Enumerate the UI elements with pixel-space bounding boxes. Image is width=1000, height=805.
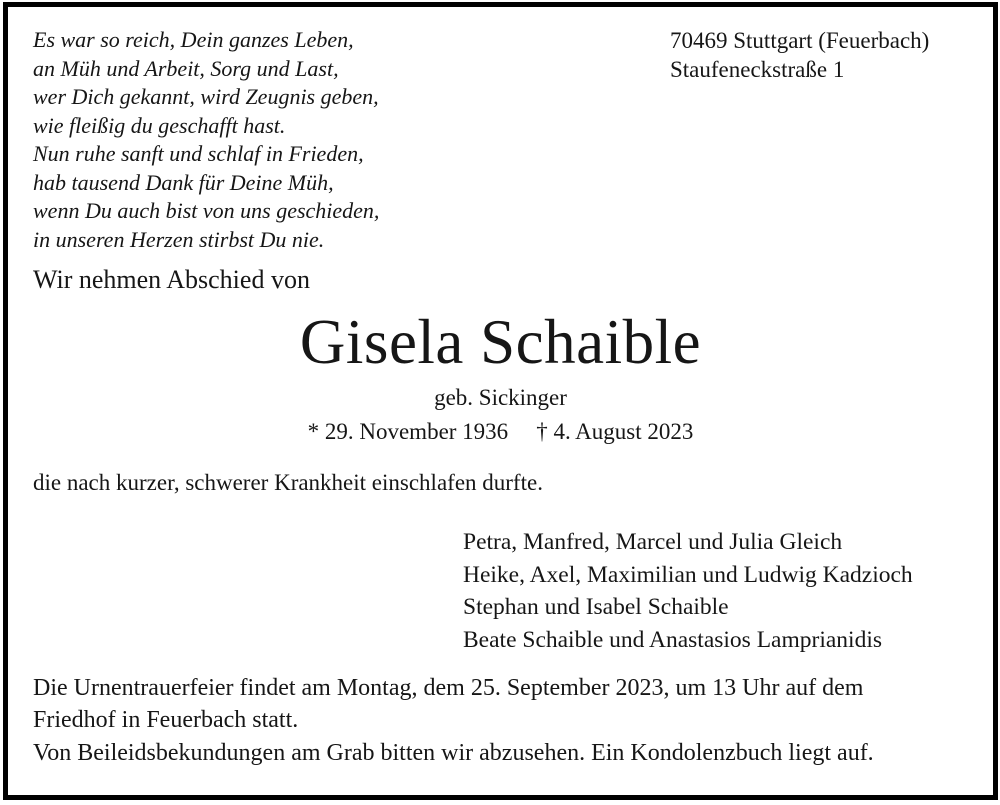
deceased-name: Gisela Schaible (299, 307, 702, 377)
poem-line: hab tausend Dank für Deine Müh, (33, 169, 334, 195)
funeral-line: Friedhof in Feuerbach statt. (33, 707, 299, 733)
poem-line: wer Dich gekannt, wird Zeugnis geben, (33, 84, 379, 109)
condolence-note: Von Beileidsbekundungen am Grab bitten wir abzusehen. Ein Kondolenzbuch liegt auf. (33, 740, 874, 766)
obituary-notice (3, 2, 998, 800)
mourner-line: Stephan und Isabel Schaible (463, 594, 729, 620)
poem-line: Nun ruhe sanft und schlaf in Frieden, (33, 141, 364, 166)
address-block (670, 26, 929, 84)
mourner-line: Beate Schaible und Anastasios Lamprianidis (463, 626, 882, 653)
address-street: Staufeneckstraße 1 (670, 57, 845, 82)
poem-line: wenn Du auch bist von uns geschieden, (33, 198, 380, 223)
birth-date: * 29. November 1936 (307, 419, 509, 444)
illness-note: die nach kurzer, schwerer Krankheit einschlafen durfte. (33, 470, 543, 495)
maiden-name: geb. Sickinger (434, 385, 567, 410)
poem-line: in unseren Herzen stirbst Du nie. (33, 226, 325, 252)
address-city: 70469 Stuttgart (Feuerbach) (670, 28, 930, 53)
poem-line: wie fleißig du geschafft hast. (33, 112, 286, 138)
mourners-list (463, 526, 913, 656)
mourner-line: Petra, Manfred, Marcel und Julia Gleich (463, 529, 843, 555)
poem-line: Es war so reich, Dein ganzes Leben, (33, 27, 354, 52)
funeral-info (33, 672, 863, 736)
poem-line: an Müh und Arbeit, Sorg und Last, (33, 55, 339, 81)
farewell-intro: Wir nehmen Abschied von (33, 265, 310, 294)
death-date: † 4. August 2023 (536, 419, 694, 444)
funeral-line: Die Urnentrauerfeier findet am Montag, dem 25. September 2023, um 13 Uhr auf dem (33, 675, 864, 701)
memorial-poem (33, 26, 379, 254)
mourner-line: Heike, Axel, Maximilian und Ludwig Kadzioch (463, 561, 913, 588)
birth-death-line (8, 419, 993, 445)
